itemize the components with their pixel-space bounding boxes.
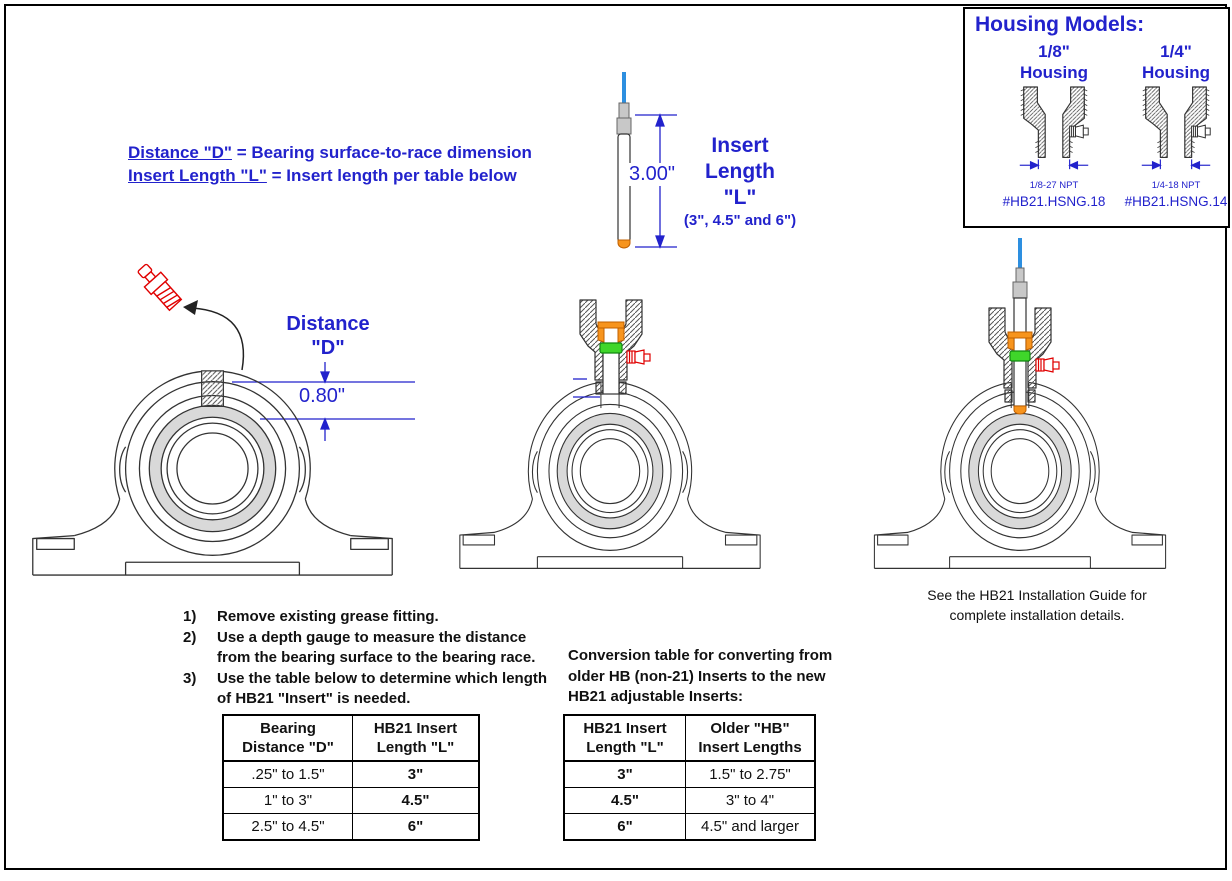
insert-length-label: Insert Length "L" [705,134,775,209]
housing-model-14: 1/4" Housing 1/4-18 NPT #HB21.HSNG.14 [1124,42,1228,209]
removed-grease-fitting-figure [128,250,260,382]
hb-conversion-table [563,714,816,841]
header-insert-length: HB21 Insert Length "L" [353,715,480,761]
connector [617,103,631,134]
insert-length-dimension-value: 3.00" [629,163,676,185]
green-seal-ring [600,343,622,353]
step-1: 1) Remove existing grease fitting. [183,608,439,625]
installed-insert-assembly-figure [979,236,1089,421]
housing-cross-section-figure [1010,85,1098,179]
definition-text: Distance "D" = Bearing surface-to-race dimension Insert Length "L" = Insert length per table below [128,143,532,185]
table-row: 6" 4.5" and larger [564,814,815,841]
installation-note: See the HB21 Installation Guide for complete installation details. [927,587,1147,623]
pillow-block-bearing-step1 [15,360,410,579]
distance-d-label: Distance "D" [286,313,370,359]
table-row: 1" to 3" 4.5" [223,788,479,814]
distance-d-value: 0.80" [299,385,346,407]
green-seal-ring [1010,351,1030,361]
pillow-block-bearing-step2 [445,372,775,572]
step-3: 3) Use the table below to determine which length of HB21 "Insert" is needed. [183,669,548,707]
insert-length-table [222,714,480,841]
step-2: 2) Use a depth gauge to measure the distance from the bearing surface to the bearing race. [183,628,536,666]
distance-d-term: Distance "D" [128,143,232,162]
wire [1018,238,1022,268]
table-row: 3" 1.5" to 2.75" [564,761,815,788]
header-hb21-length: HB21 Insert Length "L" [564,715,686,761]
part-number: #HB21.HSNG.14 [1124,194,1228,209]
orange-insert-top [598,322,624,342]
housing-model-18: 1/8" Housing 1/8-27 NPT #HB21.HSNG.18 [1002,42,1106,209]
insert-sizes: (3", 4.5" and 6") [683,212,797,229]
connector [1013,268,1027,298]
insert-length-term: Insert Length "L" [128,166,267,185]
wire [622,72,626,103]
housing-cross-section-figure [1132,85,1220,179]
housing-models-box [963,7,1230,228]
housing-models-title: Housing Models: [975,13,1145,36]
removal-arrow [192,308,243,370]
probe-tip [1014,406,1026,414]
table-row: 4.5" 3" to 4" [564,788,815,814]
probe-tube [618,134,630,242]
bore-tube [603,350,619,394]
header-bearing-distance: Bearing Distance "D" [223,715,353,761]
side-grease-fitting [1036,358,1059,372]
side-grease-fitting [627,350,650,364]
table-row: .25" to 1.5" 3" [223,761,479,788]
header-older-hb: Older "HB" Insert Lengths [686,715,816,761]
probe-tip [618,240,630,248]
part-number: #HB21.HSNG.18 [1002,194,1106,209]
grease-fitting-icon [134,260,184,312]
conversion-table-intro: Conversion table for converting from older HB (non-21) Inserts to the new HB21 adjustable Inserts: [568,647,833,705]
installed-housing-figure [570,298,680,400]
table-row: 2.5" to 4.5" 6" [223,814,479,841]
instruction-steps [183,607,555,710]
